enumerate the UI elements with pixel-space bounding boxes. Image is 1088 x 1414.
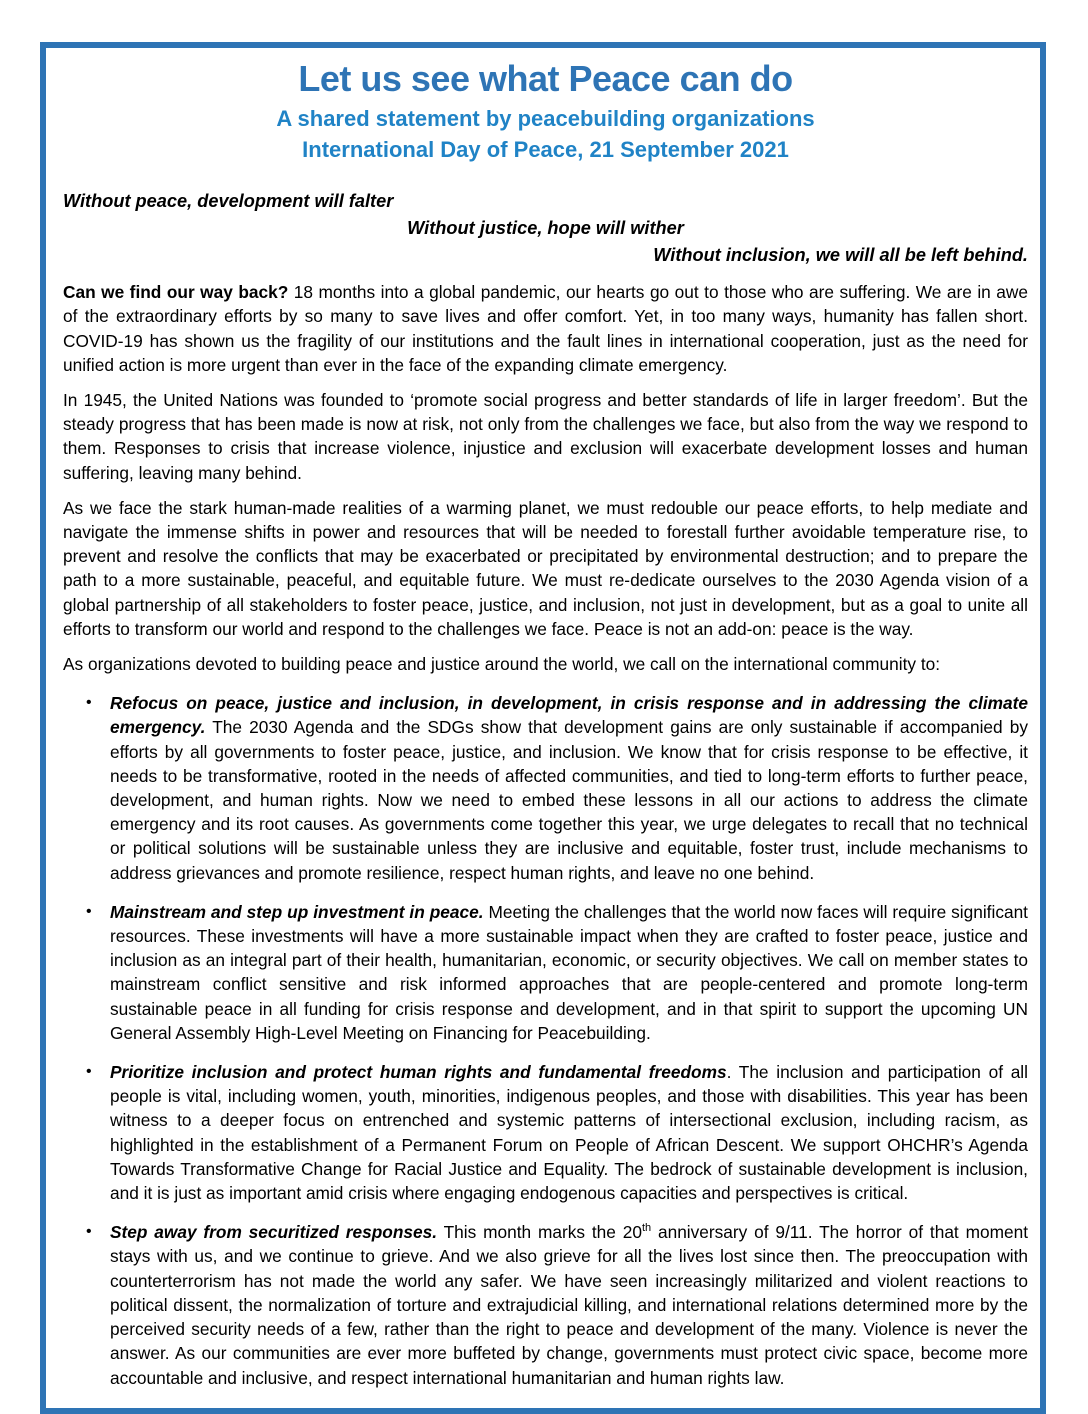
- bullet-item-mainstream-investment: [63, 900, 1028, 1045]
- bullet-marker-icon: •: [86, 902, 92, 920]
- bullet-item-securitized-responses: [63, 1220, 1028, 1389]
- document-title: Let us see what Peace can do: [298, 58, 793, 99]
- bullet-item-refocus: [63, 691, 1028, 885]
- bullet-text: Meeting the challenges that the world now faces will require significant resources. These investments will have a more sustainable impact when they are crafted to foster peace, justice and inclusion as an integral part of their health, humanitarian, economic, or security objectives. We call on member states to mainstream conflict sensitive and risk informed approaches that are people-centered and promote long-term sustainable peace in all funding for crisis response and development, and in that spirit to support the upcoming UN General Assembly High-Level Meeting on Financing for Peacebuilding.: [110, 901, 1028, 1043]
- paragraph-call-to-community: [63, 652, 1028, 676]
- epigraph-line-justice: Without justice, hope will wither: [407, 218, 684, 239]
- bullet-text: The 2030 Agenda and the SDGs show that development gains are only sustainable if accompanied by efforts by all governments to foster peace, justice, and inclusion. We know that for crisis response to be effective, it needs to be transformative, rooted in the needs of affected communities, and tied to long-term efforts to further peace, development, and human rights. Now we need to embed these lessons in all our actions to address the climate emergency and its root causes. As governments come together this year, we urge delegates to recall that no technical or political solutions will be sustainable unless they are inclusive and equitable, foster trust, include mechanisms to address grievances and promote resilience, respect human rights, and leave no one behind.: [110, 717, 1028, 883]
- epigraph: [63, 188, 1028, 269]
- document-page: [40, 42, 1046, 1414]
- document-subtitle: A shared statement by peacebuilding organizations: [276, 106, 815, 132]
- epigraph-line-inclusion: Without inclusion, we will all be left behind.: [653, 245, 1028, 266]
- bullet-lead-inclusion: Prioritize inclusion and protect human rights and fundamental freedoms: [110, 1062, 727, 1083]
- bullet-marker-icon: •: [86, 1063, 92, 1081]
- paragraph-text: In 1945, the United Nations was founded to ‘promote social progress and better standards of life in larger freedom’. But the steady progress that has been made is now at risk, not only from the challenges we face, but also from the way we respond to them. Responses to crisis that increase violence, injustice and exclusion will exacerbate development losses and human suffering, leaving many behind.: [63, 389, 1028, 483]
- bullet-text: This month marks the 20: [437, 1222, 642, 1243]
- bullet-lead-refocus: Refocus on peace, justice and inclusion, in development, in crisis response and in addressing the climate emergency.: [110, 693, 1028, 738]
- paragraph-text: As organizations devoted to building peace and justice around the world, we call on the international community to:: [63, 654, 941, 675]
- paragraph-text: 18 months into a global pandemic, our hearts go out to those who are suffering. We are in awe of the extraordinary efforts by so many to save lives and offer comfort. Yet, in too many ways, humanity has fallen short. COVID-19 has shown us the fragility of our institutions and the fault lines in international cooperation, just as the need for unified action is more urgent than ever in the face of the expanding climate emergency.: [63, 282, 1028, 375]
- ordinal-superscript: th: [641, 1222, 652, 1235]
- bullet-lead-securitized: Step away from securitized responses.: [110, 1222, 438, 1243]
- paragraph-climate-agenda: [63, 496, 1028, 641]
- bullet-lead-mainstream: Mainstream and step up investment in peace.: [110, 901, 484, 922]
- document-date-line: International Day of Peace, 21 September 2021: [302, 136, 789, 162]
- commitments-list: [63, 691, 1028, 1389]
- epigraph-line-peace: Without peace, development will falter: [63, 191, 394, 212]
- bullet-text: . The inclusion and participation of all people is vital, including women, youth, minorities, indigenous peoples, and those with disabilities. This year has been witness to a deeper focus on entrenched and systemic patterns of intersectional exclusion, including racism, as highlighted in the establishment of a Permanent Forum on People of African Descent. We support OHCHR’s Agenda Towards Transformative Change for Racial Justice and Equality. The bedrock of sustainable development is inclusion, and it is just as important amid crisis where engaging endogenous capacities and perspectives is critical.: [110, 1062, 1028, 1204]
- paragraph-text: As we face the stark human-made realities of a warming planet, we must redouble our peace efforts, to help mediate and navigate the immense shifts in power and resources that will be needed to forestall further avoidable temperature rise, to prevent and resolve the conflicts that may be exacerbated or precipitated by environmental destruction; and to prepare the path to a more sustainable, peaceful, and equitable future. We must re-dedicate ourselves to the 2030 Agenda vision of a global partnership of all stakeholders to foster peace, justice, and inclusion, not just in development, but as a goal to unite all efforts to transform our world and respond to the challenges we face. Peace is not an add-on: peace is the way.: [63, 497, 1028, 639]
- paragraph-united-nations: [63, 388, 1028, 485]
- paragraph-lead-question: Can we find our way back?: [63, 282, 289, 303]
- bullet-marker-icon: •: [86, 1223, 92, 1241]
- bullet-item-prioritize-inclusion: [63, 1060, 1028, 1205]
- paragraph-pandemic: [63, 280, 1028, 377]
- bullet-text: anniversary of 9/11. The horror of that moment stays with us, and we continue to grieve. And we also grieve for all the lives lost since then. The preoccupation with counterterrorism has not made the world any safer. We have seen increasingly militarized and violent reactions to political dissent, the normalization of torture and extrajudicial killing, and international relations determined more by the perceived security needs of a few, rather than the right to peace and development of the many. Violence is never the answer. As our communities are ever more buffeted by change, governments must protect civic space, become more accountable and inclusive, and respect international humanitarian and human rights law.: [110, 1222, 1029, 1388]
- bullet-marker-icon: •: [86, 694, 92, 712]
